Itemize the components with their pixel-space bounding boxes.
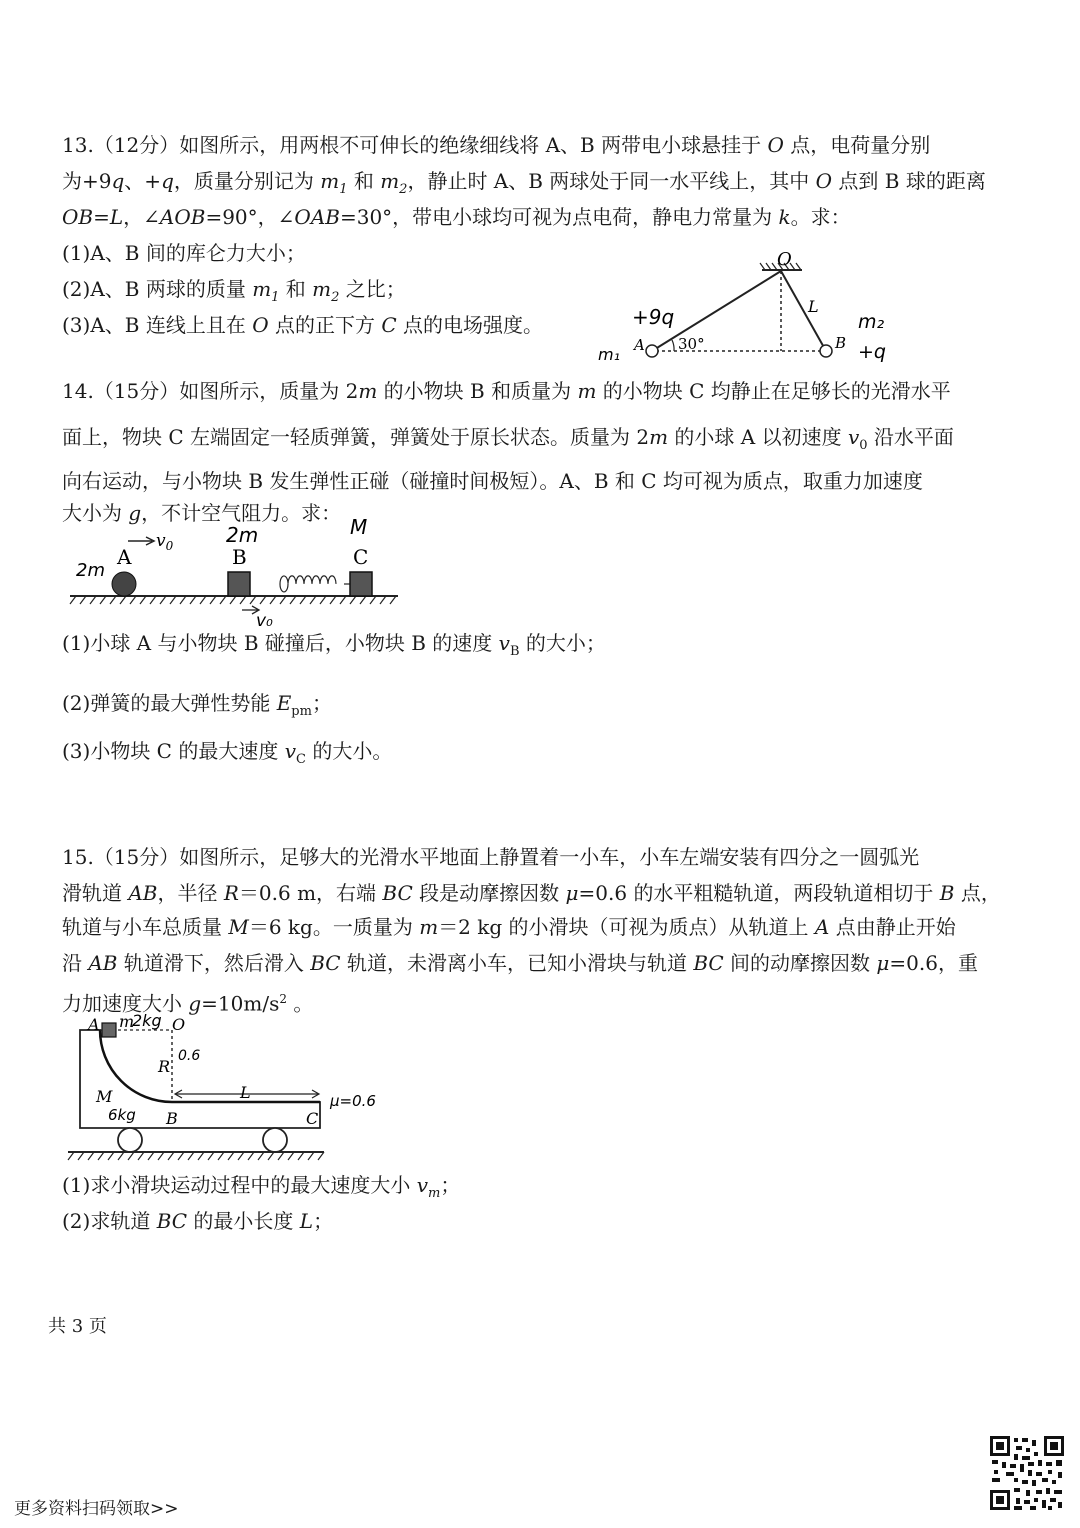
label-a: A — [634, 336, 645, 354]
label-b: B — [166, 1109, 178, 1128]
label-l: L — [808, 297, 819, 316]
q14-line4: 大小为 g，不计空气阻力。求： — [62, 501, 342, 525]
q14-line1: 14.（15分）如图所示，质量为 2m 的小物块 B 和质量为 m 的小物块 C 均静止在足够长的光滑水平 — [62, 379, 951, 403]
wheel-left-icon — [118, 1128, 142, 1152]
label-l: L — [240, 1083, 251, 1102]
label-m-small: m — [119, 1012, 135, 1031]
handwritten-6kg: 6kg — [108, 1106, 136, 1124]
handwritten-2m-b: 2m — [226, 523, 259, 547]
label-b: B — [232, 545, 247, 569]
q15-diagram — [62, 1010, 402, 1166]
q13-sub2: (2)A、B 两球的质量 $m_1$ 和 $m_2$ 之比； — [62, 277, 406, 305]
q13-sub3: (3)A、B 连线上且在 O 点的正下方 C 点的电场强度。 — [62, 313, 543, 337]
q13-line3: OB=L，∠AOB=90°，∠OAB=30°，带电小球均可视为点电荷，静电力常量为 k。求： — [62, 205, 851, 229]
q15-line3: 轨道与小车总质量 M＝6 kg。一质量为 m＝2 kg 的小滑块（可视为质点）从轨道上 A 点由静止开始 — [62, 915, 956, 939]
ball-b-icon — [820, 345, 832, 357]
q13-sub1: (1)A、B 间的库仑力大小； — [62, 241, 306, 265]
q14-line3: 向右运动，与小物块 B 发生弹性正碰（碰撞时间极短）。A、B 和 C 均可视为质点，取重力加速度 — [62, 469, 923, 493]
handwritten-charge-q: +q — [858, 341, 886, 363]
label-c: C — [353, 545, 369, 569]
wheel-right-icon — [263, 1128, 287, 1152]
q13-line2: 为+9q、+q，质量分别记为 $m_1$ 和 $m_2$，静止时 A、B 两球处于同一水平线上，其中 O 点到 B 球的距离 — [62, 169, 986, 197]
q14-sub2: (2)弹簧的最大弹性势能 $E_{pm}$； — [62, 691, 332, 719]
handwritten-m: M — [350, 515, 368, 539]
q15-line5: 力加速度大小 $g=10m/s^2$ 。 — [62, 991, 314, 1016]
label-a: A — [88, 1015, 100, 1034]
ball-a-icon — [646, 345, 658, 357]
q14-diagram — [62, 515, 402, 631]
handwritten-m2: m₂ — [858, 311, 885, 333]
label-r: R — [158, 1057, 171, 1076]
qr-code-icon[interactable] — [988, 1434, 1066, 1512]
page-count: 共 3 页 — [48, 1316, 107, 1337]
handwritten-m1: m₁ — [598, 345, 620, 364]
spring-icon — [280, 576, 336, 592]
block-b-icon — [228, 572, 250, 596]
slider-block-icon — [102, 1023, 116, 1037]
block-c-icon — [350, 572, 372, 596]
q15-sub1: (1)求小滑块运动过程中的最大速度大小 $v_m$； — [62, 1173, 461, 1201]
label-m-big: M — [96, 1087, 113, 1106]
q15-line1: 15.（15分）如图所示，足够大的光滑水平地面上静置着一小车，小车左端安装有四分之一圆弧光 — [62, 845, 920, 869]
handwritten-v0: v₀ — [256, 611, 273, 631]
label-b: B — [835, 334, 847, 352]
label-a: A — [117, 545, 132, 569]
q13-line1: 13.（12分）如图所示，用两根不可伸长的绝缘细线将 A、B 两带电小球悬挂于 O 点，电荷量分别 — [62, 133, 931, 157]
q14-sub1: (1)小球 A 与小物块 B 碰撞后，小物块 B 的速度 $v_B$ 的大小； — [62, 631, 606, 659]
label-v0: $v_0$ — [156, 531, 174, 553]
handwritten-charge-9q: +9q — [632, 305, 675, 329]
label-o: O — [777, 249, 792, 270]
label-angle: 30° — [678, 335, 705, 353]
label-o: O — [172, 1015, 186, 1034]
q15-line4: 沿 AB 轨道滑下，然后滑入 BC 轨道，未滑离小车，已知小滑块与轨道 BC 间的动摩擦因数 μ=0.6，重 — [62, 951, 978, 975]
q14-sub3: (3)小物块 C 的最大速度 $v_C$ 的大小。 — [62, 739, 393, 767]
q15-line2: 滑轨道 AB，半径 R＝0.6 m，右端 BC 段是动摩擦因数 μ=0.6 的水平粗糙轨道，两段轨道相切于 B 点， — [62, 881, 1001, 905]
label-c: C — [306, 1109, 319, 1128]
handwritten-2m-a: 2m — [76, 560, 105, 581]
handwritten-2kg: 2kg — [132, 1011, 162, 1030]
promo-link[interactable]: 更多资料扫码领取>> — [14, 1499, 179, 1519]
q15-sub2: (2)求轨道 BC 的最小长度 L； — [62, 1209, 334, 1233]
ball-a-icon — [112, 572, 136, 596]
handwritten-mu-0-6: μ=0.6 — [330, 1092, 376, 1110]
q14-line2: 面上，物块 C 左端固定一轻质弹簧，弹簧处于原长状态。质量为 2m 的小球 A 以初速度 $v_0$ 沿水平面 — [62, 425, 954, 453]
q13-diagram — [590, 250, 910, 370]
handwritten-0-6: 0.6 — [178, 1048, 201, 1064]
